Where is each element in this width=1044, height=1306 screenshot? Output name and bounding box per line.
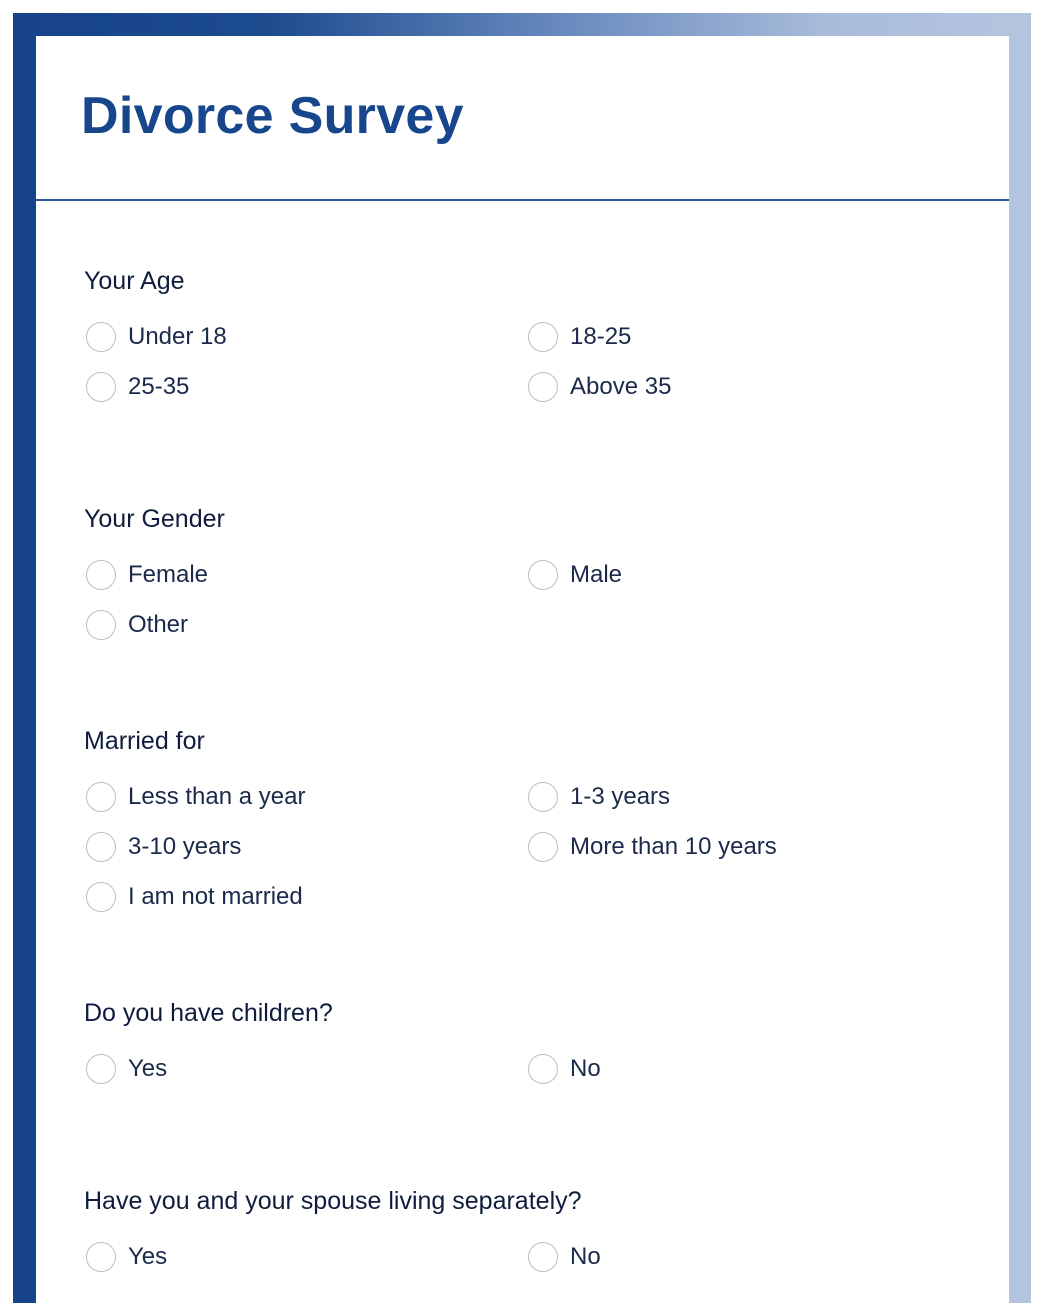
radio-label: No — [570, 1055, 601, 1082]
radio-button[interactable] — [528, 322, 558, 352]
radio-button[interactable] — [528, 560, 558, 590]
radio-label: 25-35 — [128, 373, 190, 400]
radio-button[interactable] — [86, 782, 116, 812]
question-label: Have you and your spouse living separately? — [84, 1187, 582, 1215]
radio-option-yes[interactable] — [84, 1239, 167, 1275]
radio-button[interactable] — [86, 372, 116, 402]
question-label: Your Age — [84, 267, 185, 295]
radio-label: No — [570, 1243, 601, 1270]
radio-button[interactable] — [86, 322, 116, 352]
radio-button[interactable] — [528, 372, 558, 402]
radio-button[interactable] — [86, 560, 116, 590]
radio-option-other[interactable] — [84, 607, 188, 643]
radio-button[interactable] — [528, 1242, 558, 1272]
radio-button[interactable] — [86, 1242, 116, 1272]
radio-label: Under 18 — [128, 323, 227, 350]
question-married-for — [84, 726, 964, 910]
radio-option-more-than-10-years[interactable] — [526, 829, 777, 865]
radio-button[interactable] — [86, 1054, 116, 1084]
form-card — [36, 36, 1009, 1306]
radio-option-18-25[interactable] — [526, 319, 631, 355]
radio-label: More than 10 years — [570, 833, 777, 860]
radio-option-less-than-a-year[interactable] — [84, 779, 305, 815]
radio-label: Male — [570, 561, 623, 588]
radio-label: Above 35 — [570, 373, 672, 400]
question-label: Your Gender — [84, 505, 225, 533]
question-children — [84, 998, 964, 1082]
radio-button[interactable] — [528, 832, 558, 862]
radio-option-under-18[interactable] — [84, 319, 227, 355]
radio-option-above-35[interactable] — [526, 369, 671, 405]
radio-label: 3-10 years — [128, 833, 242, 860]
question-label: Married for — [84, 727, 205, 755]
radio-label: Yes — [128, 1055, 168, 1082]
form-header — [36, 36, 1009, 201]
radio-option-no[interactable] — [526, 1051, 601, 1087]
radio-option-yes[interactable] — [84, 1051, 167, 1087]
radio-button[interactable] — [86, 882, 116, 912]
radio-option-not-married[interactable] — [84, 879, 303, 915]
radio-label: Less than a year — [128, 783, 306, 810]
radio-option-male[interactable] — [526, 557, 622, 593]
form-frame — [13, 13, 1031, 1303]
radio-option-3-10-years[interactable] — [84, 829, 241, 865]
radio-label: Female — [128, 561, 209, 588]
question-age — [84, 266, 964, 400]
radio-option-1-3-years[interactable] — [526, 779, 670, 815]
question-gender — [84, 504, 964, 638]
radio-label: 18-25 — [570, 323, 632, 350]
radio-option-no[interactable] — [526, 1239, 601, 1275]
radio-label: Other — [128, 611, 189, 638]
question-label: Do you have children? — [84, 999, 333, 1027]
radio-button[interactable] — [528, 1054, 558, 1084]
radio-label: 1-3 years — [570, 783, 671, 810]
radio-label: I am not married — [128, 883, 303, 910]
form-title: Divorce Survey — [81, 87, 464, 145]
radio-option-25-35[interactable] — [84, 369, 189, 405]
radio-label: Yes — [128, 1243, 168, 1270]
question-living-separately — [84, 1186, 964, 1270]
radio-button[interactable] — [528, 782, 558, 812]
radio-button[interactable] — [86, 832, 116, 862]
radio-button[interactable] — [86, 610, 116, 640]
radio-option-female[interactable] — [84, 557, 208, 593]
